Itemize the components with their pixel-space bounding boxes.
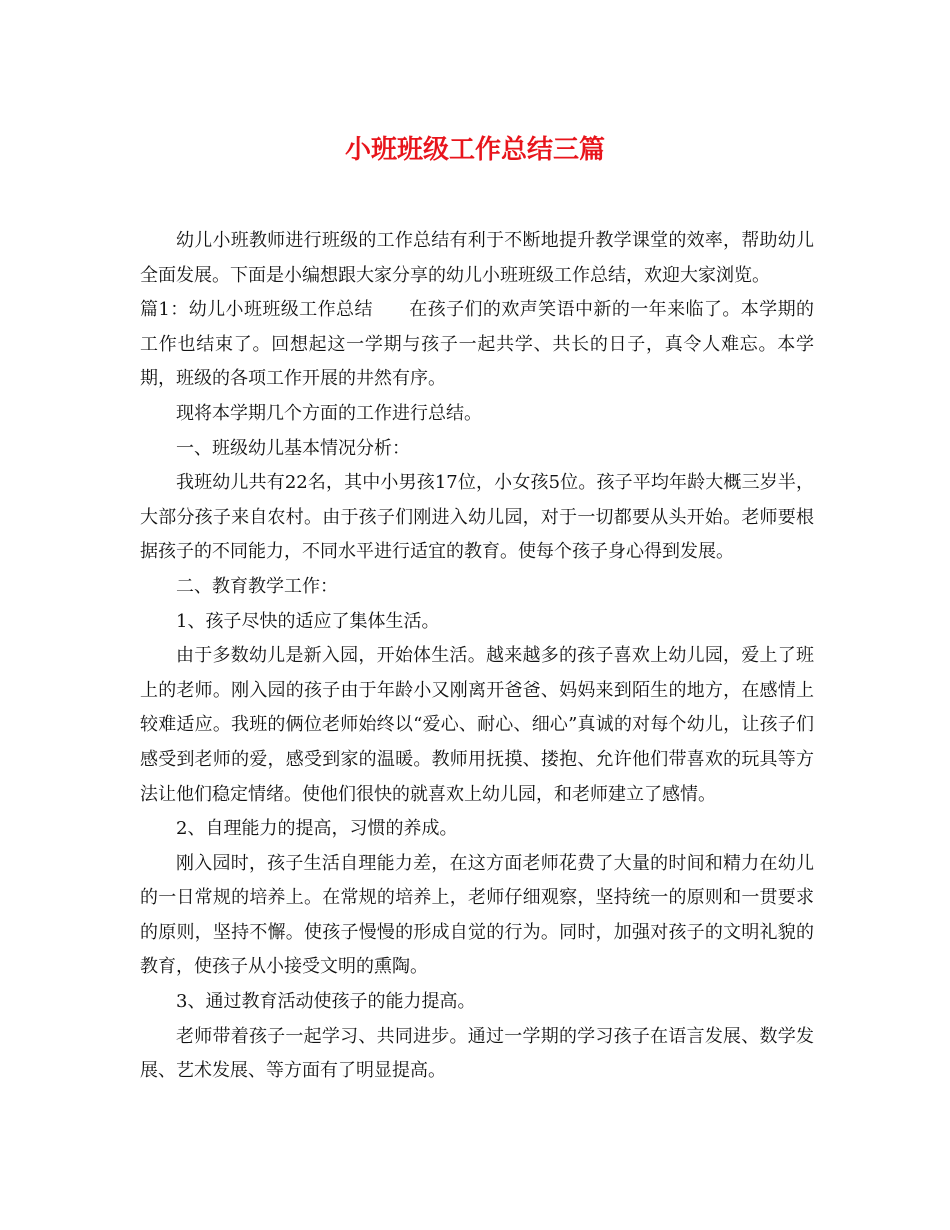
subheading-2: 2、自理能力的提高，习惯的养成。	[176, 818, 458, 840]
section-heading-1: 一、班级幼儿基本情况分析：	[176, 437, 410, 459]
subheading-3: 3、通过教育活动使孩子的能力提高。	[176, 991, 476, 1013]
intro-text: 幼儿小班教师进行班级的工作总结有利于不断地提升教学课堂的效率，帮助幼儿全面发展。下面是小编想跟大家分享的幼儿小班班级工作总结，欢迎大家浏览。	[140, 230, 814, 286]
paragraph-self-care: 刚入园时，孩子生活自理能力差，在这方面老师花费了大量的时间和精力在幼儿的一日常规的培养上。在常规的培养上，老师仔细观察，坚持统一的原则和一贯要求的原则，坚持不懈。使孩子慢慢的形成自觉的行为。同时，加强对孩子的文明礼貌的教育，使孩子从小接受文明的熏陶。	[140, 852, 814, 978]
article-label: 篇1：幼儿小班班级工作总结	[140, 299, 373, 321]
document-body	[140, 224, 814, 1089]
paragraph-class-info: 我班幼儿共有22名，其中小男孩17位，小女孩5位。孩子平均年龄大概三岁半，大部分孩子来自农村。由于孩子们刚进入幼儿园，对于一切都要从头开始。老师要根据孩子的不同能力，不同水平进行适宜的教育。使每个孩子身心得到发展。	[140, 472, 814, 563]
section-heading-2: 二、教育教学工作：	[176, 575, 338, 597]
page-title: 小班班级工作总结三篇	[344, 135, 605, 165]
paragraph-abilities: 老师带着孩子一起学习、共同进步。通过一学期的学习孩子在语言发展、数学发展、艺术发展、等方面有了明显提高。	[140, 1025, 814, 1082]
intro-paragraph	[140, 224, 814, 397]
summary-intro-paragraph: 现将本学期几个方面的工作进行总结。	[176, 402, 482, 424]
subheading-1: 1、孩子尽快的适应了集体生活。	[176, 610, 440, 632]
article-text: 在孩子们的欢声笑语中新的一年来临了。本学期的工作也结束了。回想起这一学期与孩子一起共学、共长的日子，真令人难忘。本学期，班级的各项工作开展的井然有序。	[140, 299, 815, 390]
paragraph-adaptation: 由于多数幼儿是新入园，开始体生活。越来越多的孩子喜欢上幼儿园，爱上了班上的老师。刚入园的孩子由于年龄小又刚离开爸爸、妈妈来到陌生的地方，在感情上较难适应。我班的俩位老师始终以“爱心、耐心、细心”真诚的对每个幼儿，让孩子们感受到老师的爱，感受到家的温暖。教师用抚摸、搂抱、允许他们带喜欢的玩具等方法让他们稳定情绪。使他们很快的就喜欢上幼儿园，和老师建立了感情。	[140, 645, 814, 805]
